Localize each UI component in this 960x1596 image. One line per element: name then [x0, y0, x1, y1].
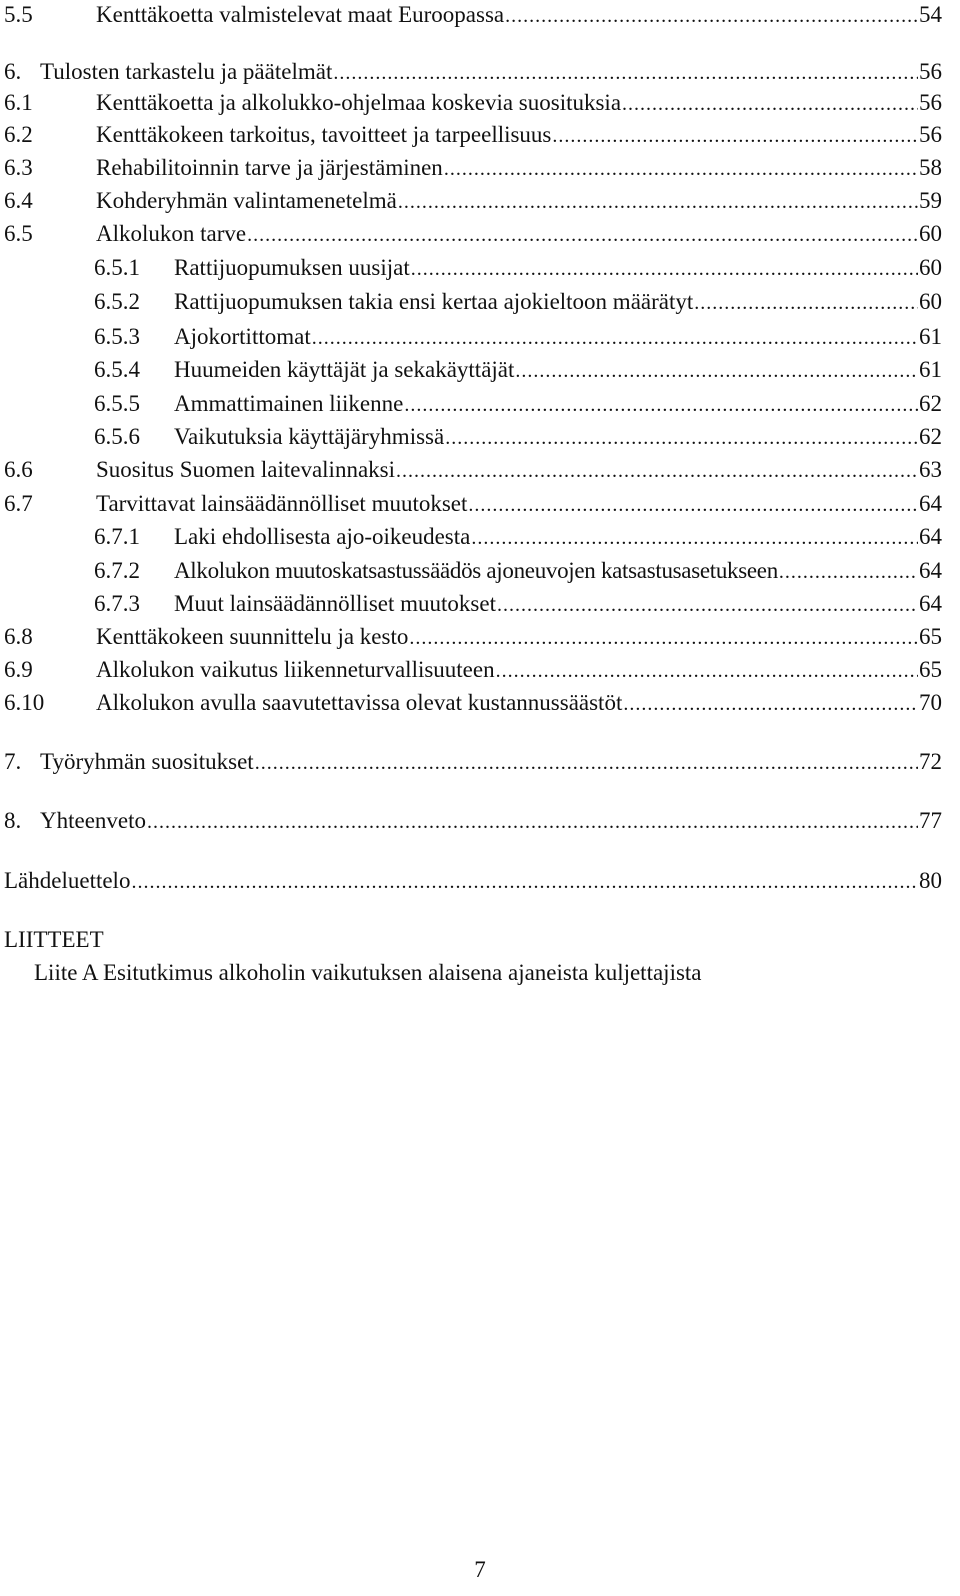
toc-entry	[4, 688, 942, 718]
appendices-heading: LIITTEET	[4, 927, 104, 952]
toc-entry-number: 6.5.6	[94, 424, 140, 449]
toc-entry-page: 58	[919, 155, 942, 180]
toc-entry	[94, 422, 942, 452]
toc-entry-number: 6.10	[4, 690, 45, 715]
toc-entry-title: Laki ehdollisesta ajo-oikeudesta	[174, 524, 471, 549]
toc-entry-number: 6.7	[4, 491, 33, 516]
toc-entry-title: Muut lainsäädännölliset muutokset	[174, 591, 496, 616]
toc-entry	[4, 120, 942, 150]
toc-entry-title: Ajokortittomat	[174, 324, 311, 349]
toc-leader-dots	[131, 867, 918, 897]
toc-entry-number: 6.5.5	[94, 391, 140, 416]
toc-entry	[4, 489, 942, 519]
toc-entry-page: 63	[919, 457, 942, 482]
toc-entry-page: 80	[919, 868, 942, 893]
toc-entry	[94, 556, 942, 586]
toc-entry	[94, 287, 942, 317]
toc-leader-dots	[471, 523, 918, 553]
toc-entry	[4, 747, 942, 777]
toc-entry-page: 64	[919, 558, 942, 583]
toc-entry-number: 6.5.3	[94, 324, 140, 349]
toc-entry-page: 56	[919, 90, 942, 115]
toc-entry-title: Kenttäkokeen suunnittelu ja kesto	[96, 624, 409, 649]
toc-entry-page: 61	[919, 357, 942, 382]
toc-entry-title: Työryhmän suositukset	[40, 749, 254, 774]
toc-entry-page: 62	[919, 424, 942, 449]
toc-entry-title: Kenttäkoetta valmistelevat maat Euroopassa	[96, 2, 505, 27]
toc-leader-dots	[622, 89, 918, 119]
toc-entry-page: 70	[919, 690, 942, 715]
appendix-item: Liite A Esitutkimus alkoholin vaikutuksen alaisena ajaneista kuljettajista	[34, 960, 702, 985]
toc-entry-title: Alkolukon tarve	[96, 221, 247, 246]
toc-leader-dots	[147, 807, 918, 837]
toc-entry-number: 6.7.1	[94, 524, 140, 549]
toc-entry-number: 5.5	[4, 2, 33, 27]
toc-entry-number: 6.7.2	[94, 558, 140, 583]
toc-entry-title: Kenttäkokeen tarkoitus, tavoitteet ja tarpeellisuus	[96, 122, 552, 147]
toc-leader-dots	[445, 423, 918, 453]
toc-entry-number: 8.	[4, 808, 22, 833]
toc-entry	[4, 88, 942, 118]
toc-entry-page: 56	[919, 59, 942, 84]
toc-entry-number: 6.5.4	[94, 357, 140, 382]
toc-leader-dots	[779, 557, 918, 587]
toc-entry	[94, 253, 942, 283]
toc-entry-title: Rehabilitoinnin tarve ja järjestäminen	[96, 155, 443, 180]
toc-entry	[94, 355, 942, 385]
toc-entry-page: 60	[919, 255, 942, 280]
toc-entry-number: 6.6	[4, 457, 33, 482]
toc-entry-page: 54	[919, 2, 942, 27]
toc-entry-title: Alkolukon vaikutus liikenneturvallisuuteen	[96, 657, 495, 682]
toc-entry-number: 6.3	[4, 155, 33, 180]
toc-leader-dots	[496, 656, 918, 686]
toc-entry	[4, 219, 942, 249]
toc-entry-number: 7.	[4, 749, 22, 774]
toc-entry-title: Huumeiden käyttäjät ja sekakäyttäjät	[174, 357, 515, 382]
toc-entry	[4, 186, 942, 216]
toc-entry-page: 64	[919, 491, 942, 516]
toc-entry-page: 56	[919, 122, 942, 147]
toc-entry-number: 6.	[4, 59, 22, 84]
toc-entry	[4, 0, 942, 30]
toc-entry	[4, 622, 942, 652]
toc-entry-number: 6.4	[4, 188, 33, 213]
toc-entry-title: Vaikutuksia käyttäjäryhmissä	[174, 424, 445, 449]
toc-leader-dots	[497, 590, 918, 620]
toc-leader-dots	[623, 689, 918, 719]
toc-entry-title: Kenttäkoetta ja alkolukko-ohjelmaa koskevia suosituksia	[96, 90, 622, 115]
toc-leader-dots	[694, 288, 918, 318]
toc-entry	[94, 589, 942, 619]
toc-leader-dots	[515, 356, 918, 386]
toc-leader-dots	[505, 1, 918, 31]
toc-entry-page: 77	[919, 808, 942, 833]
toc-leader-dots	[409, 623, 918, 653]
toc-leader-dots	[333, 58, 918, 88]
toc-entry-page: 64	[919, 591, 942, 616]
toc-entry	[4, 153, 942, 183]
toc-entry	[94, 322, 942, 352]
toc-entry-title: Tarvittavat lainsäädännölliset muutokset	[96, 491, 468, 516]
toc-entry	[4, 655, 942, 685]
toc-entry	[94, 389, 942, 419]
toc-entry-number: 6.5.2	[94, 289, 140, 314]
toc-entry	[4, 57, 942, 87]
toc-entry-number: 6.7.3	[94, 591, 140, 616]
toc-entry-page: 62	[919, 391, 942, 416]
toc-leader-dots	[396, 456, 918, 486]
toc-leader-dots	[247, 220, 918, 250]
toc-entry-number: 6.5.1	[94, 255, 140, 280]
toc-entry	[4, 866, 942, 896]
toc-entry-number: 6.8	[4, 624, 33, 649]
toc-entry-title: Alkolukon avulla saavutettavissa olevat kustannussäästöt	[96, 690, 623, 715]
toc-leader-dots	[404, 390, 918, 420]
toc-entry-page: 64	[919, 524, 942, 549]
toc-entry-title: Lähdeluettelo	[4, 868, 131, 893]
toc-entry-page: 61	[919, 324, 942, 349]
toc-leader-dots	[444, 154, 918, 184]
toc-entry-title: Suositus Suomen laitevalinnaksi	[96, 457, 395, 482]
toc-entry-page: 59	[919, 188, 942, 213]
toc-entry-title: Alkolukon muutoskatsastussäädös ajoneuvojen katsastusasetukseen	[174, 558, 778, 583]
toc-leader-dots	[411, 254, 918, 284]
toc-entry-page: 60	[919, 289, 942, 314]
toc-leader-dots	[312, 323, 918, 353]
toc-entry	[4, 455, 942, 485]
toc-entry-page: 65	[919, 624, 942, 649]
toc-entry-page: 72	[919, 749, 942, 774]
toc-entry-title: Rattijuopumuksen takia ensi kertaa ajokieltoon määrätyt	[174, 289, 694, 314]
toc-entry-number: 6.9	[4, 657, 33, 682]
toc-entry-title: Rattijuopumuksen uusijat	[174, 255, 410, 280]
page-number: 7	[474, 1557, 486, 1582]
toc-entry-number: 6.5	[4, 221, 33, 246]
toc-leader-dots	[552, 121, 918, 151]
toc-entry-title: Kohderyhmän valintamenetelmä	[96, 188, 397, 213]
toc-entry	[4, 806, 942, 836]
toc-leader-dots	[255, 748, 918, 778]
toc-entry-title: Ammattimainen liikenne	[174, 391, 404, 416]
toc-entry-title: Yhteenveto	[40, 808, 147, 833]
toc-entry-page: 60	[919, 221, 942, 246]
toc-entry	[94, 522, 942, 552]
toc-entry-number: 6.1	[4, 90, 33, 115]
toc-entry-page: 65	[919, 657, 942, 682]
toc-leader-dots	[468, 490, 918, 520]
toc-leader-dots	[398, 187, 918, 217]
toc-entry-title: Tulosten tarkastelu ja päätelmät	[40, 59, 333, 84]
toc-entry-number: 6.2	[4, 122, 33, 147]
